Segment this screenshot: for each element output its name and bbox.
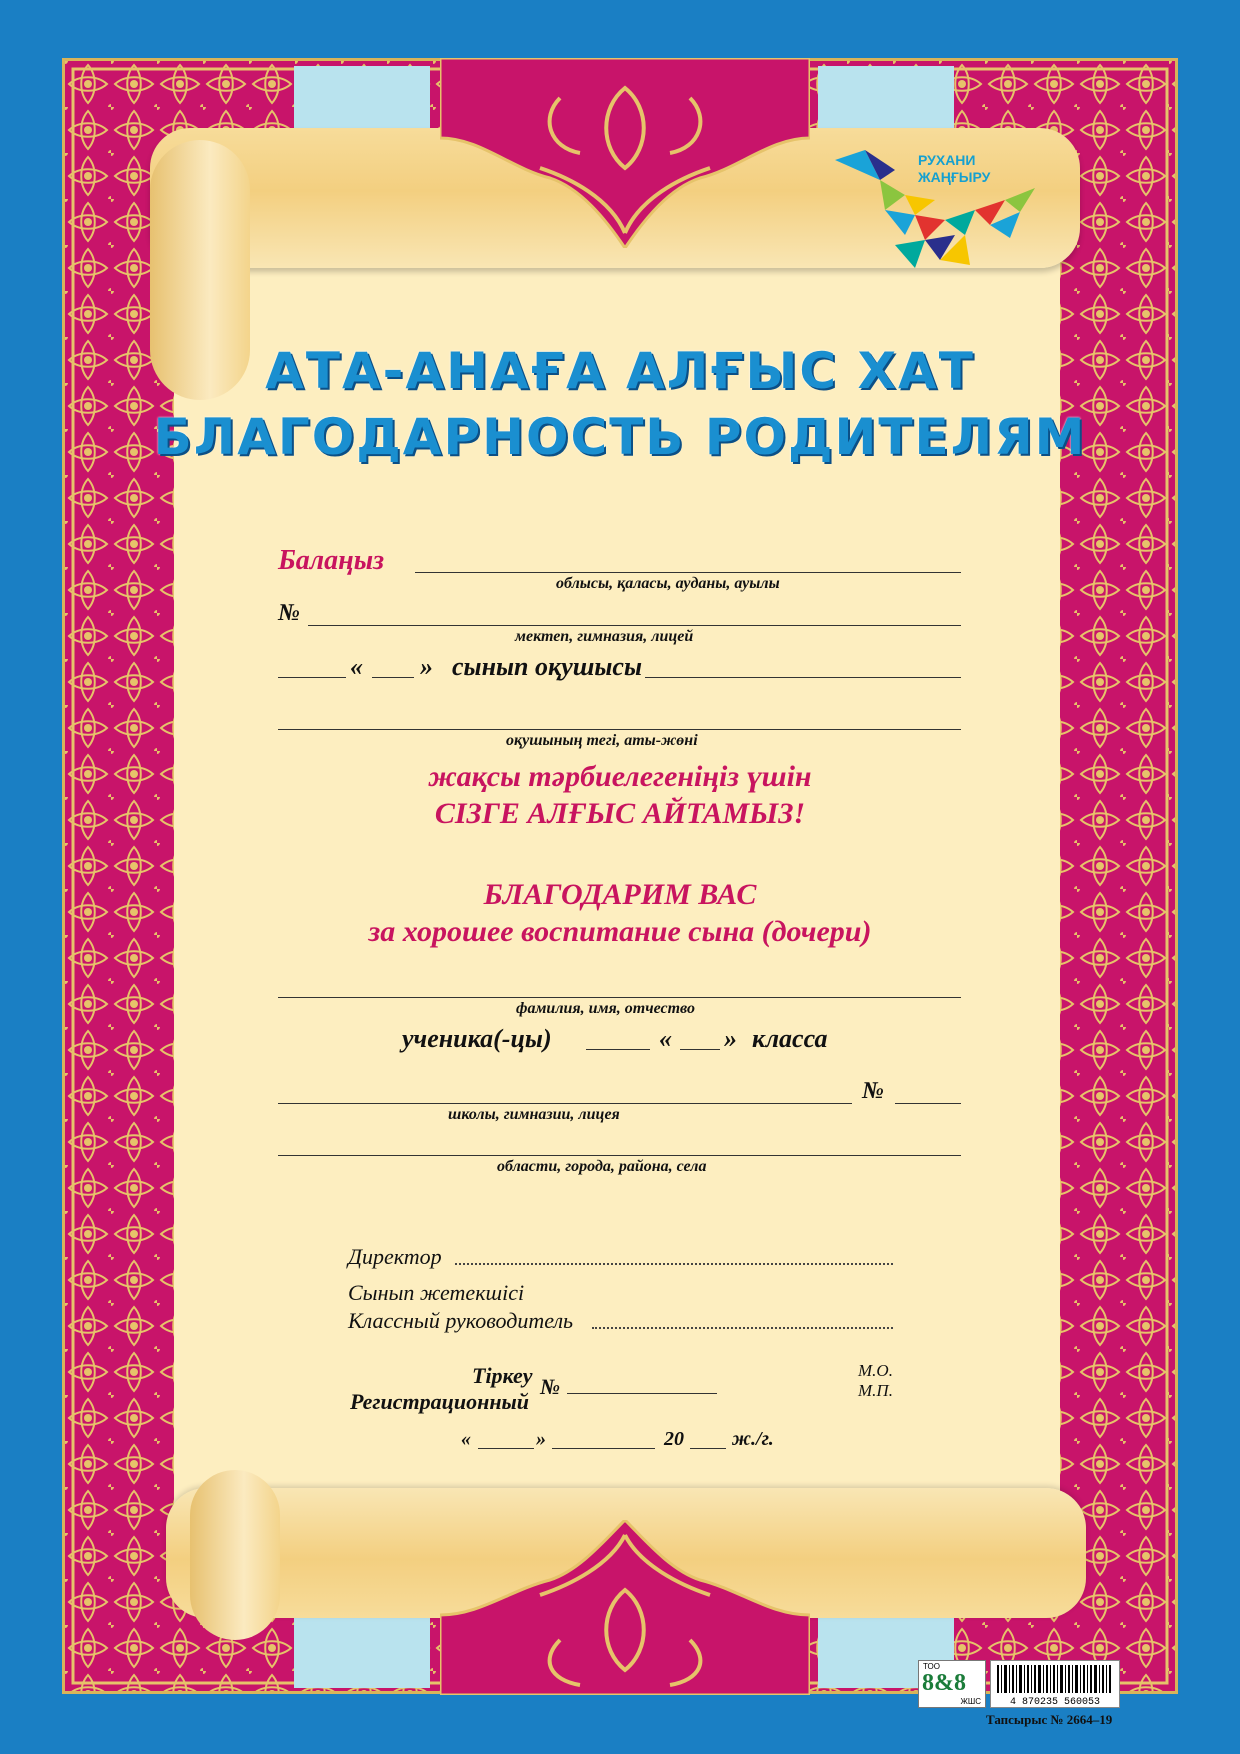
logo-text [918,152,990,186]
registration-number-label: № [540,1374,561,1399]
teacher-label-ru: Классный руководитель [348,1308,574,1333]
registration-label-kk: Тіркеу [472,1363,533,1388]
director-label: Директор [348,1244,442,1269]
barcode-number: 4 870235 560053 [1009,1697,1101,1708]
scroll-bottom-curl [190,1470,280,1640]
barcode-image [990,1660,1120,1708]
publisher-logo-box [918,1660,986,1708]
child-label: Балаңыз [278,545,385,576]
publisher-bottom-text: ЖШС [960,1697,981,1706]
school-number-line-ru[interactable] [895,1103,961,1104]
date-day-line[interactable] [478,1448,534,1449]
class-word-ru: класса [752,1024,828,1053]
teacher-signature-line[interactable] [592,1327,893,1329]
date-month-line[interactable] [552,1448,655,1449]
number-label-ru: № [862,1078,884,1104]
order-number: Тапсырыс № 2664–19 [986,1712,1113,1727]
class-year-line-kk[interactable] [278,677,346,678]
fio-caption-ru: фамилия, имя, отчество [516,1000,695,1017]
thanks-ru-line1: БЛАГОДАРИМ ВАС [483,878,757,911]
registration-label-ru: Регистрационный [350,1389,530,1414]
class-extra-line-kk[interactable] [645,677,961,678]
teacher-label-kk: Сынып жетекшісі [348,1280,525,1305]
school-caption-kk: мектеп, гимназия, лицей [515,628,694,645]
region-caption-kk: облысы, қаласы, ауданы, ауылы [556,575,780,592]
region-line-ru[interactable] [278,1155,961,1156]
thanks-ru-line2: за хорошее воспитание сына (дочери) [368,915,872,948]
publisher-top-text: ТОО [923,1662,940,1671]
date-year-suffix: ж./г. [732,1428,774,1450]
stamp-label-2: М.П. [858,1381,893,1400]
logo-line2: ЖАҢҒЫРУ [918,169,991,185]
pupil-year-line-ru[interactable] [586,1049,650,1050]
director-signature-line[interactable] [455,1263,893,1265]
bottom-arch-ornament [440,1520,810,1695]
pupil-close-quote-ru: » [724,1024,737,1053]
date-year-prefix: 20 [664,1428,684,1450]
class-close-quote-kk: » [420,652,433,681]
class-student-label-kk: сынып оқушысы [452,652,643,681]
student-name-line-kk[interactable] [278,729,961,730]
school-line-kk[interactable] [308,625,961,626]
title-russian: БЛАГОДАРНОСТЬ РОДИТЕЛЯМ [153,408,1087,466]
date-open-quote: « [461,1428,471,1450]
region-caption-ru: области, города, района, села [497,1158,707,1175]
publisher-logo-text: 8&8 [922,1670,966,1696]
fio-line-ru[interactable] [278,997,961,998]
number-label-kk: № [278,600,300,626]
date-close-quote: » [536,1428,546,1450]
light-blue-panel-left-bottom [294,1610,430,1688]
pupil-prefix-ru: ученика(-цы) [402,1024,552,1053]
school-line-ru[interactable] [278,1103,852,1104]
student-caption-kk: оқушының тегі, аты-жөні [506,732,698,749]
stamp-label-1: М.О. [858,1361,893,1380]
logo-line1: РУХАНИ [918,152,976,168]
pupil-letter-line-ru[interactable] [680,1049,720,1050]
class-letter-line-kk[interactable] [372,677,414,678]
region-line-kk[interactable] [415,572,961,573]
registration-number-line[interactable] [567,1393,717,1394]
school-caption-ru: школы, гимназии, лицея [448,1106,620,1123]
top-arch-ornament [440,58,810,248]
thanks-kk-line2: СІЗГЕ АЛҒЫС АЙТАМЫЗ! [434,797,806,830]
class-open-quote-kk: « [350,652,363,681]
pupil-open-quote-ru: « [659,1024,672,1053]
date-year-line[interactable] [690,1448,726,1449]
title-kazakh: АТА-АНАҒА АЛҒЫС ХАТ [265,342,975,400]
thanks-kk-line1: жақсы тәрбиелегеніңіз үшін [428,760,812,793]
